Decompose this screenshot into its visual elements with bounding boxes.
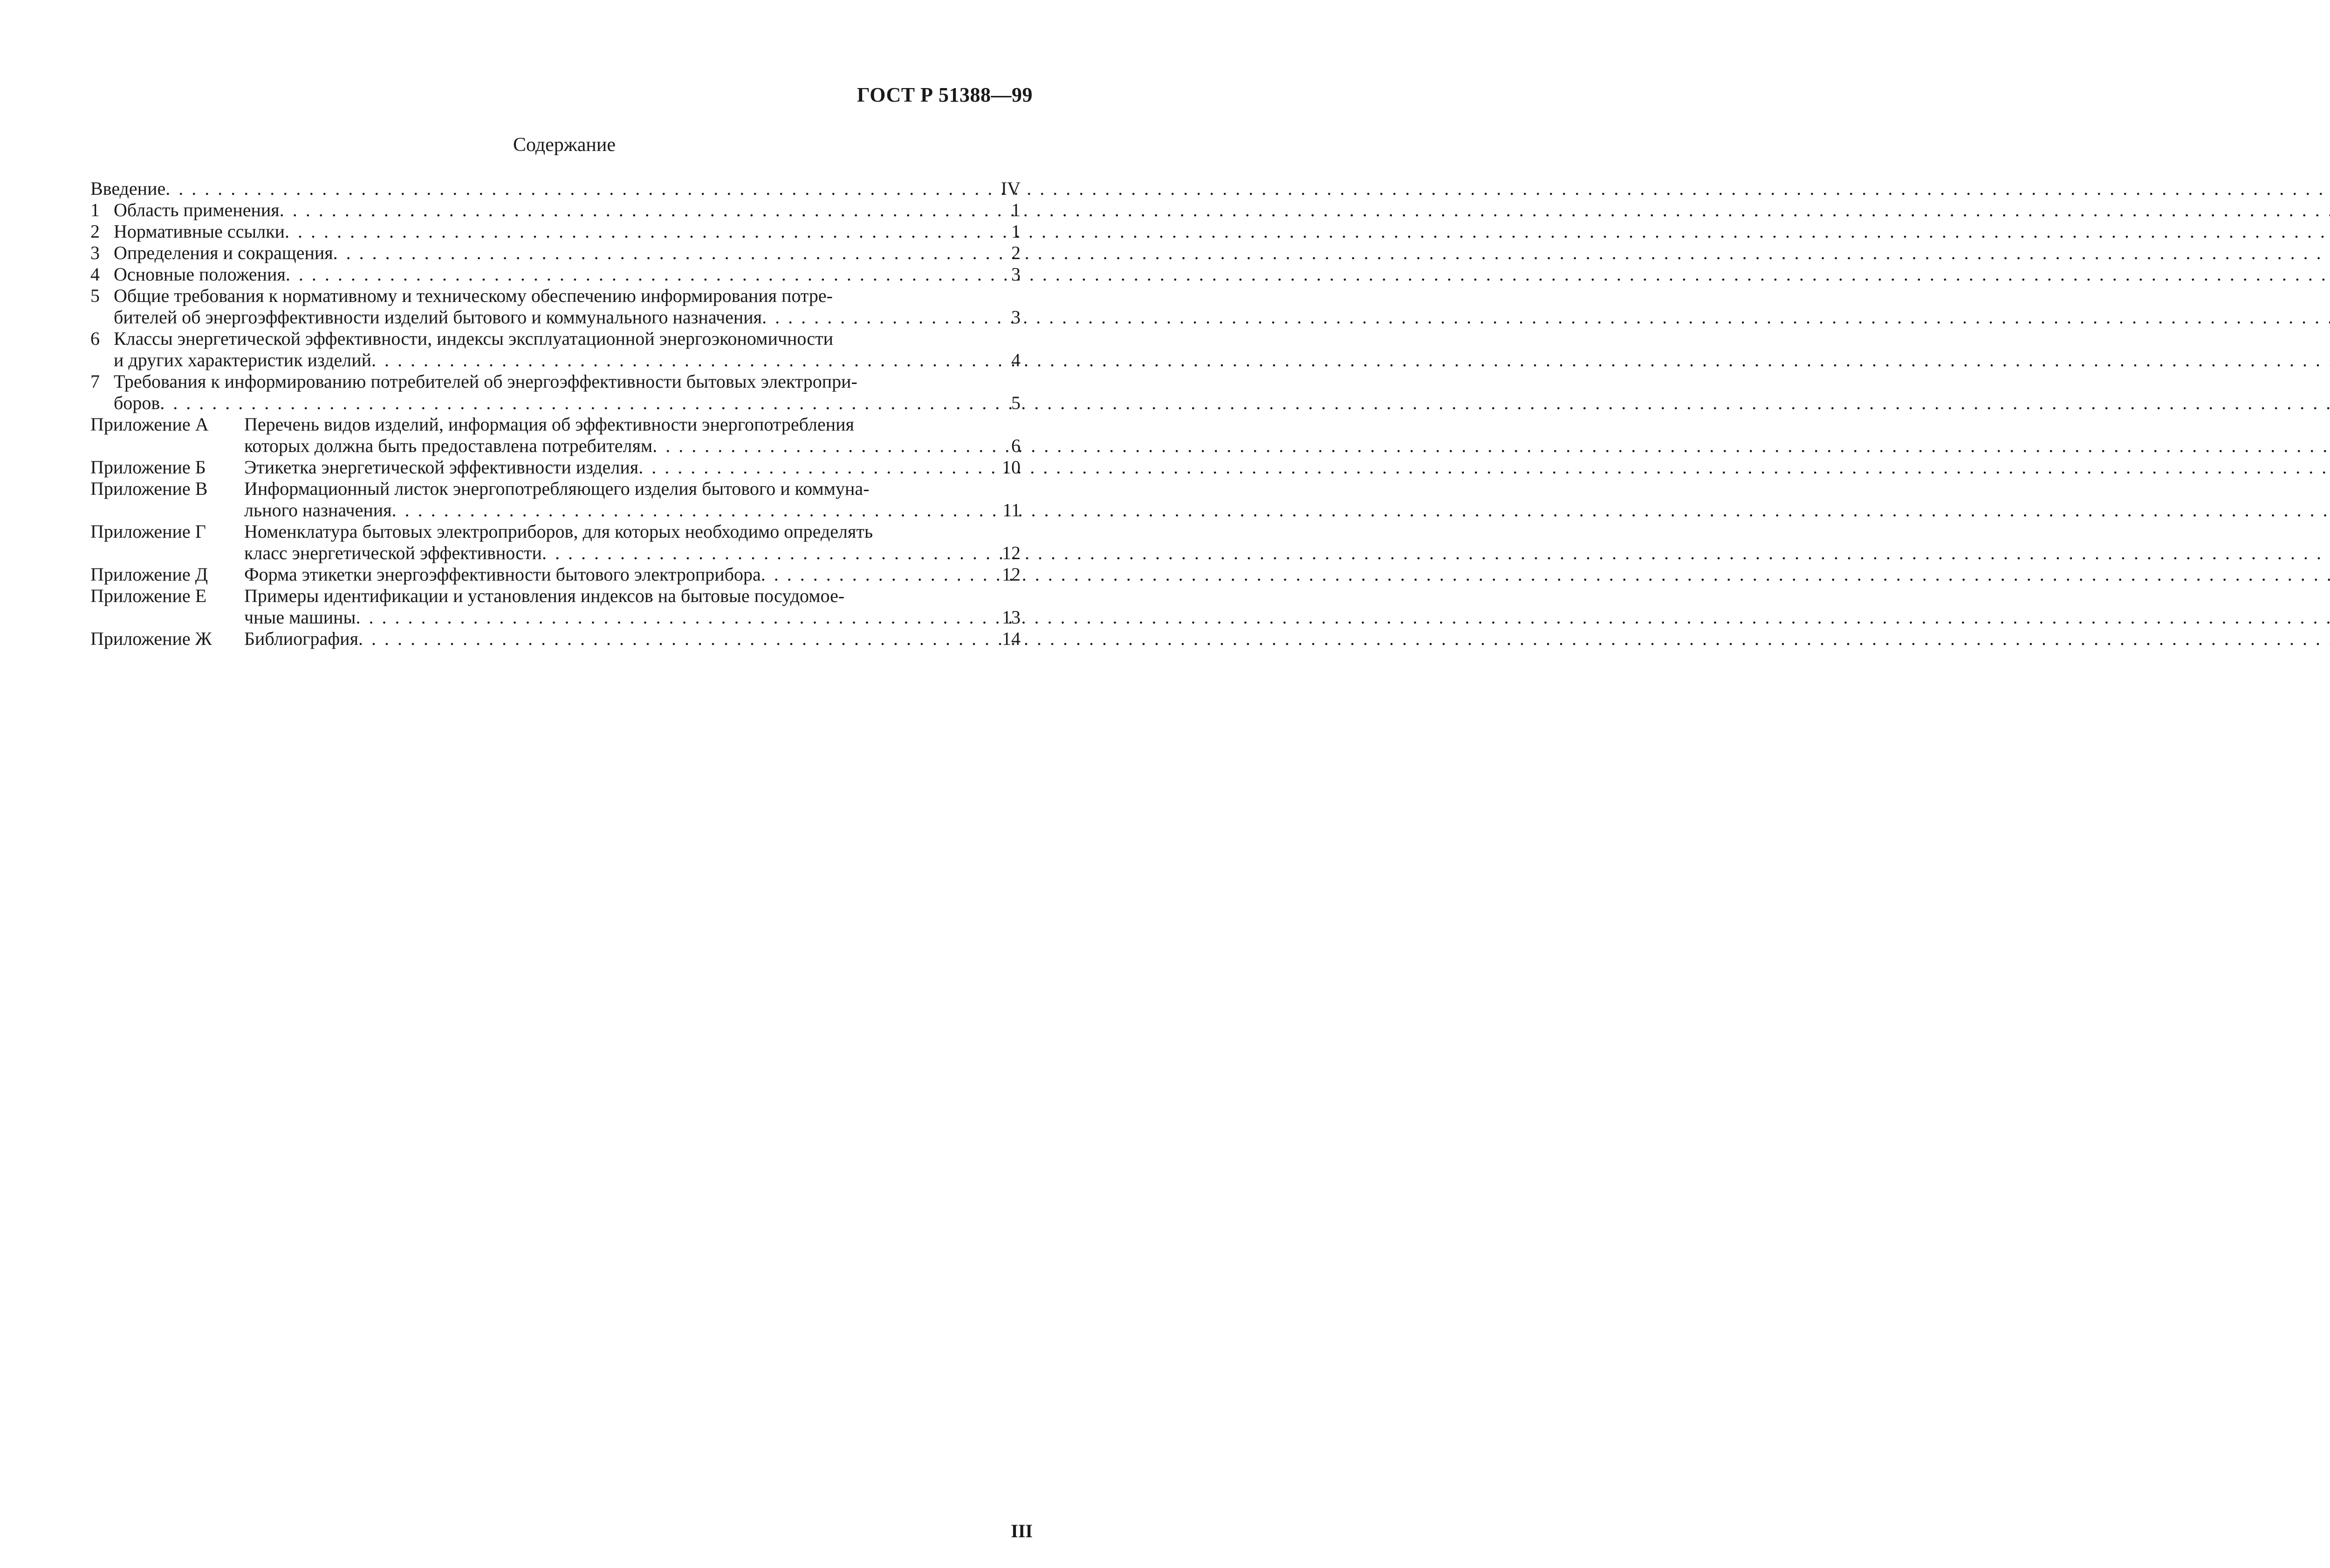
toc-page-number: 3: [1011, 307, 1021, 328]
toc-entry[interactable]: [90, 285, 1021, 328]
toc-entry[interactable]: [90, 628, 1021, 650]
toc-page-number: 3: [1011, 264, 1021, 285]
toc-entry-number: Приложение А: [90, 414, 209, 435]
dot-leader: [165, 178, 984, 199]
dot-leader: [358, 628, 984, 650]
toc-entry-title: Основные положения: [114, 264, 286, 285]
toc-entry-title: Перечень видов изделий, информация об эффективности энергопотребления: [244, 414, 854, 435]
toc-entry-title: бителей об энергоэффективности изделий бытового и коммунального назначения: [114, 307, 762, 328]
toc-entry-title: Библиография: [244, 628, 358, 649]
toc-entry[interactable]: [90, 199, 1021, 221]
toc-entry-title: Определения и сокращения: [114, 242, 333, 263]
toc-entry-title: и других характеристик изделий: [114, 349, 372, 370]
toc-page-number: 12: [1002, 564, 1021, 585]
toc-entry-title: Классы энергетической эффективности, индексы эксплуатационной энергоэкономичности: [114, 328, 834, 349]
toc-page-number: 10: [1002, 457, 1021, 478]
toc-page-number: 1: [1011, 199, 1021, 220]
toc-entry[interactable]: [90, 478, 1021, 521]
toc-entry-title: боров: [114, 392, 160, 413]
toc-entry-title: Информационный листок энергопотребляющего изделия бытового и коммуна-: [244, 478, 870, 499]
toc-entry-title: Нормативные ссылки: [114, 221, 285, 242]
dot-leader: [542, 542, 984, 564]
toc-page-number: 6: [1011, 435, 1021, 456]
toc-entry-number: Приложение Д: [90, 564, 208, 585]
toc-entry-number: 2: [90, 221, 100, 242]
toc-page-number: 11: [1002, 500, 1021, 520]
toc-entry[interactable]: [90, 221, 1021, 242]
toc-entry-number: 3: [90, 242, 100, 263]
toc-title: Содержание: [513, 134, 616, 156]
dot-leader: [371, 349, 984, 371]
toc-entry-title: Этикетка энергетической эффективности изделия: [244, 457, 639, 478]
toc-entry-title: которых должна быть предоставлена потребителям: [244, 435, 653, 456]
toc-page-number: 14: [1002, 628, 1021, 649]
toc-entry-title: чные машины: [244, 607, 356, 628]
toc-entry-number: 7: [90, 371, 100, 392]
dot-leader: [285, 221, 984, 242]
dot-leader: [160, 392, 984, 414]
toc-entry[interactable]: [90, 371, 1021, 414]
toc-entry-title: Введение: [90, 178, 166, 199]
toc-entry-title: Требования к информированию потребителей об энергоэффективности бытовых электропри-: [114, 371, 857, 392]
toc-entry-number: Приложение Ж: [90, 628, 212, 649]
toc-page-number: 12: [1002, 542, 1021, 563]
toc-entry-number: 1: [90, 199, 100, 220]
standard-id: ГОСТ Р 51388—99: [857, 83, 1033, 106]
toc-entry-number: 4: [90, 264, 100, 285]
toc-page-number: 1: [1011, 221, 1021, 242]
toc-page-number: 5: [1011, 392, 1021, 413]
dot-leader: [761, 564, 984, 585]
toc-entry-number: 5: [90, 285, 100, 306]
toc-entry-title: Примеры идентификации и установления индексов на бытовые посудомое-: [244, 585, 845, 606]
toc-entry[interactable]: [90, 414, 1021, 457]
toc-entry-number: 6: [90, 328, 100, 349]
toc-entry[interactable]: [90, 521, 1021, 564]
toc-entry-title: Номенклатура бытовых электроприборов, для которых необходимо определять: [244, 521, 873, 542]
dot-leader: [286, 264, 984, 285]
toc-entry[interactable]: [90, 328, 1021, 371]
toc-entry[interactable]: [90, 457, 1021, 478]
toc-entry[interactable]: [90, 264, 1021, 285]
table-of-contents: [90, 178, 1021, 650]
dot-leader: [762, 307, 984, 328]
toc-entry-title: класс энергетической эффективности: [244, 542, 542, 563]
toc-entry[interactable]: [90, 585, 1021, 628]
dot-leader: [333, 242, 984, 264]
toc-page-number: IV: [1001, 178, 1021, 199]
dot-leader: [638, 457, 984, 478]
toc-entry-number: Приложение Г: [90, 521, 206, 542]
dot-leader: [280, 199, 984, 221]
toc-entry[interactable]: [90, 242, 1021, 264]
toc-entry-number: Приложение Е: [90, 585, 207, 606]
toc-entry-title: Форма этикетки энергоэффективности бытового электроприбора: [244, 564, 761, 585]
dot-leader: [392, 500, 984, 521]
toc-page-number: 13: [1002, 607, 1021, 628]
toc-page-number: 4: [1011, 349, 1021, 370]
toc-entry-number: Приложение В: [90, 478, 208, 499]
toc-entry-number: Приложение Б: [90, 457, 206, 478]
toc-entry-title: льного назначения: [244, 500, 392, 520]
toc-entry-title: Общие требования к нормативному и техническому обеспечению информирования потре-: [114, 285, 833, 306]
toc-entry[interactable]: [90, 178, 1021, 199]
dot-leader: [356, 607, 984, 628]
page-number: III: [1011, 1520, 1033, 1541]
dot-leader: [652, 435, 984, 457]
toc-entry-title: Область применения: [114, 199, 280, 220]
toc-page-number: 2: [1011, 242, 1021, 263]
toc-entry[interactable]: [90, 564, 1021, 585]
